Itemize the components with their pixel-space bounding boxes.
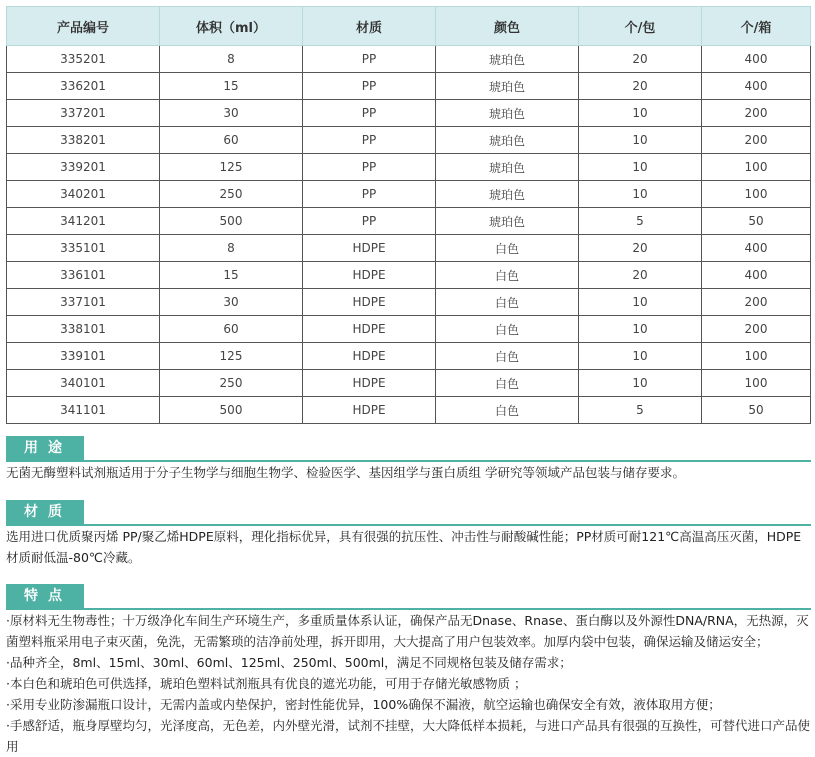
cell-material: PP <box>303 73 436 100</box>
cell-per-case: 200 <box>702 289 811 316</box>
cell-per-case: 100 <box>702 370 811 397</box>
table-row <box>7 235 811 262</box>
cell-product-code: 336101 <box>7 262 160 289</box>
feature-item: ·原材料无生物毒性；十万级净化车间生产环境生产，多重质量体系认证，确保产品无Dnase、Rnase、蛋白酶以及外源性DNA/RNA，无热源，灭菌塑料瓶采用电子束灭菌，免洗，无需繁琐的洁净前处理，拆开即用，大大提高了用户包装效率。加厚内袋中包装，确保运输及储运安全； <box>6 613 809 649</box>
cell-product-code: 337201 <box>7 100 160 127</box>
cell-volume: 250 <box>160 181 303 208</box>
cell-per-pack: 10 <box>579 343 702 370</box>
table-row <box>7 289 811 316</box>
cell-product-code: 336201 <box>7 73 160 100</box>
cell-per-case: 100 <box>702 181 811 208</box>
cell-material: PP <box>303 154 436 181</box>
cell-color: 白色 <box>436 235 579 262</box>
cell-per-pack: 5 <box>579 397 702 424</box>
features-section <box>6 584 811 757</box>
cell-product-code: 341201 <box>7 208 160 235</box>
cell-per-case: 400 <box>702 235 811 262</box>
col-header-color: 颜色 <box>436 7 579 46</box>
cell-per-pack: 10 <box>579 154 702 181</box>
cell-color: 琥珀色 <box>436 181 579 208</box>
cell-product-code: 338201 <box>7 127 160 154</box>
cell-color: 琥珀色 <box>436 208 579 235</box>
cell-color: 白色 <box>436 316 579 343</box>
cell-volume: 500 <box>160 397 303 424</box>
table-row <box>7 100 811 127</box>
cell-per-case: 100 <box>702 154 811 181</box>
cell-material: PP <box>303 208 436 235</box>
table-row <box>7 316 811 343</box>
cell-product-code: 335201 <box>7 46 160 73</box>
cell-material: PP <box>303 181 436 208</box>
cell-material: HDPE <box>303 289 436 316</box>
cell-per-pack: 10 <box>579 127 702 154</box>
table-row <box>7 127 811 154</box>
feature-item: ·本白色和琥珀色可供选择，琥珀色塑料试剂瓶具有优良的遮光功能，可用于存储光敏感物质 ； <box>6 676 527 691</box>
cell-material: HDPE <box>303 235 436 262</box>
cell-per-case: 50 <box>702 208 811 235</box>
table-row <box>7 370 811 397</box>
material-text: 选用进口优质聚丙烯 PP/聚乙烯HDPE原料，理化指标优异，具有很强的抗压性、冲击性与耐酸碱性能；PP材质可耐121℃高温高压灭菌，HDPE材质耐低温-80℃冷藏。 <box>6 529 802 565</box>
cell-color: 琥珀色 <box>436 127 579 154</box>
table-row <box>7 343 811 370</box>
col-header-product-code: 产品编号 <box>7 7 160 46</box>
cell-color: 白色 <box>436 397 579 424</box>
col-header-per-pack: 个/包 <box>579 7 702 46</box>
cell-per-case: 400 <box>702 262 811 289</box>
feature-item: ·手感舒适，瓶身厚壁均匀，光泽度高，无色差，内外壁光滑，试剂不挂壁，大大降低样本损耗，与进口产品具有很强的互换性，可替代进口产品使用 <box>6 718 810 754</box>
cell-per-case: 100 <box>702 343 811 370</box>
cell-material: HDPE <box>303 316 436 343</box>
cell-material: PP <box>303 100 436 127</box>
cell-color: 琥珀色 <box>436 100 579 127</box>
cell-product-code: 341101 <box>7 397 160 424</box>
features-heading: 特点 <box>6 584 84 608</box>
cell-material: HDPE <box>303 262 436 289</box>
cell-per-pack: 10 <box>579 181 702 208</box>
cell-product-code: 340101 <box>7 370 160 397</box>
cell-per-case: 200 <box>702 100 811 127</box>
cell-per-pack: 5 <box>579 208 702 235</box>
cell-per-pack: 20 <box>579 235 702 262</box>
cell-volume: 15 <box>160 262 303 289</box>
cell-color: 琥珀色 <box>436 154 579 181</box>
cell-volume: 125 <box>160 343 303 370</box>
cell-per-case: 400 <box>702 73 811 100</box>
usage-section <box>6 436 811 483</box>
cell-product-code: 337101 <box>7 289 160 316</box>
table-row <box>7 262 811 289</box>
cell-per-pack: 10 <box>579 100 702 127</box>
cell-volume: 30 <box>160 289 303 316</box>
cell-volume: 250 <box>160 370 303 397</box>
cell-volume: 60 <box>160 316 303 343</box>
cell-color: 白色 <box>436 370 579 397</box>
cell-color: 白色 <box>436 262 579 289</box>
table-row <box>7 73 811 100</box>
cell-per-pack: 20 <box>579 262 702 289</box>
table-row <box>7 154 811 181</box>
cell-material: PP <box>303 127 436 154</box>
cell-material: HDPE <box>303 343 436 370</box>
usage-text: 无菌无酶塑料试剂瓶适用于分子生物学与细胞生物学、检验医学、基因组学与蛋白质组 学研究等领域产品包装与储存要求。 <box>6 465 685 480</box>
cell-volume: 30 <box>160 100 303 127</box>
col-header-per-case: 个/箱 <box>702 7 811 46</box>
feature-item: ·品种齐全，8ml、15ml、30ml、60ml、125ml、250ml、500ml，满足不同规格包装及储存需求； <box>6 655 572 670</box>
table-row <box>7 208 811 235</box>
cell-product-code: 339201 <box>7 154 160 181</box>
usage-heading: 用途 <box>6 436 84 460</box>
cell-volume: 8 <box>160 235 303 262</box>
material-section <box>6 500 811 568</box>
cell-color: 白色 <box>436 343 579 370</box>
cell-product-code: 340201 <box>7 181 160 208</box>
cell-volume: 60 <box>160 127 303 154</box>
cell-product-code: 335101 <box>7 235 160 262</box>
cell-volume: 125 <box>160 154 303 181</box>
cell-per-case: 50 <box>702 397 811 424</box>
cell-color: 琥珀色 <box>436 46 579 73</box>
feature-item: ·采用专业防渗漏瓶口设计，无需内盖或内垫保护，密封性能优异，100%确保不漏液，航空运输也确保安全有效，液体取用方便； <box>6 697 721 712</box>
cell-per-case: 200 <box>702 127 811 154</box>
cell-per-case: 200 <box>702 316 811 343</box>
cell-material: PP <box>303 46 436 73</box>
table-row <box>7 181 811 208</box>
cell-per-pack: 10 <box>579 289 702 316</box>
product-spec-table <box>6 6 811 424</box>
col-header-volume: 体积（ml） <box>160 7 303 46</box>
cell-per-pack: 10 <box>579 370 702 397</box>
table-header-row <box>7 7 811 46</box>
cell-per-pack: 20 <box>579 46 702 73</box>
table-row <box>7 46 811 73</box>
cell-product-code: 338101 <box>7 316 160 343</box>
cell-product-code: 339101 <box>7 343 160 370</box>
cell-material: HDPE <box>303 370 436 397</box>
col-header-material: 材质 <box>303 7 436 46</box>
cell-per-pack: 10 <box>579 316 702 343</box>
cell-color: 白色 <box>436 289 579 316</box>
cell-volume: 500 <box>160 208 303 235</box>
cell-per-case: 400 <box>702 46 811 73</box>
cell-per-pack: 20 <box>579 73 702 100</box>
material-heading: 材质 <box>6 500 84 524</box>
cell-volume: 8 <box>160 46 303 73</box>
cell-volume: 15 <box>160 73 303 100</box>
table-row <box>7 397 811 424</box>
cell-material: HDPE <box>303 397 436 424</box>
cell-color: 琥珀色 <box>436 73 579 100</box>
